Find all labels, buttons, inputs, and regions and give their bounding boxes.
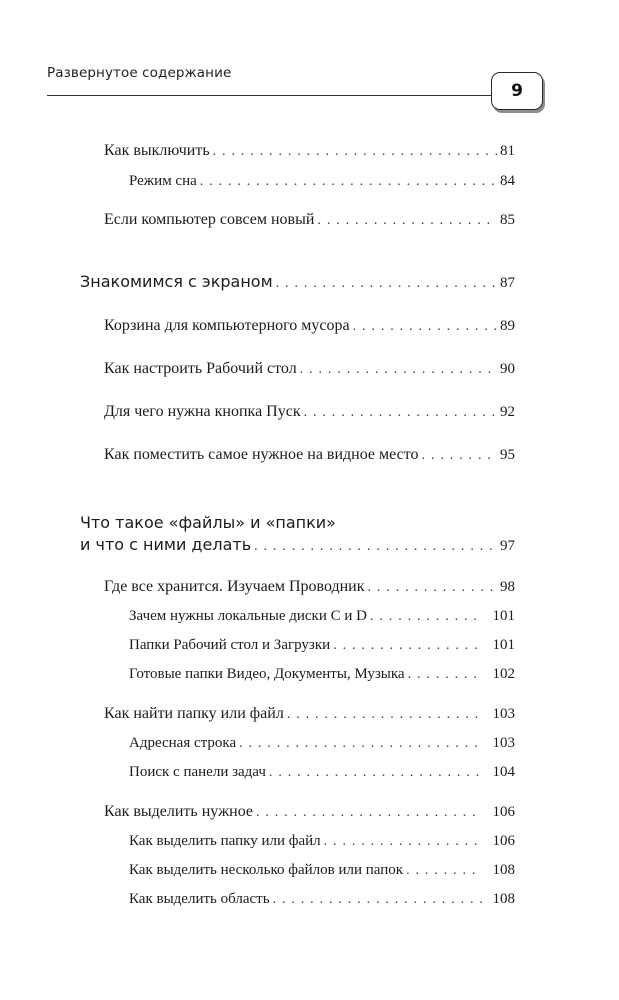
toc-entry-label: Как выделить нужное xyxy=(104,803,253,820)
toc-leader-dots xyxy=(256,802,482,824)
toc-entry-label: Готовые папки Видео, Документы, Музыка xyxy=(129,666,405,682)
toc-entry[interactable] xyxy=(104,140,515,162)
toc-leader-dots xyxy=(213,141,497,163)
toc-leader-dots xyxy=(408,664,482,686)
toc-entry[interactable] xyxy=(129,634,515,656)
toc-leader-dots xyxy=(317,210,497,232)
toc-page-number: 108 xyxy=(492,891,515,907)
toc-section-heading[interactable] xyxy=(80,271,515,293)
toc-entry[interactable] xyxy=(129,732,515,754)
toc-page-number: 101 xyxy=(492,608,515,624)
toc-entry[interactable] xyxy=(104,444,515,466)
toc-entry[interactable] xyxy=(129,170,515,192)
toc-entry[interactable] xyxy=(129,605,515,627)
running-header-title: Развернутое содержание xyxy=(47,65,232,81)
toc-entry-label: Режим сна xyxy=(129,173,197,189)
header-rule xyxy=(47,95,501,96)
toc-entry[interactable] xyxy=(129,761,515,783)
toc-leader-dots xyxy=(370,606,482,628)
toc-page-number: 104 xyxy=(492,764,515,780)
toc-entry[interactable] xyxy=(129,888,515,910)
toc-page-number: 89 xyxy=(500,318,515,334)
toc-entry-label: Если компьютер совсем новый xyxy=(104,211,315,228)
toc-leader-dots xyxy=(368,577,497,599)
toc-page-number: 87 xyxy=(500,275,515,291)
toc-page-number: 81 xyxy=(500,143,515,159)
toc-leader-dots xyxy=(422,445,497,467)
toc-entry-label: Как выключить xyxy=(104,142,210,159)
toc-leader-dots xyxy=(353,316,497,338)
toc-entry-label: Как выделить область xyxy=(129,891,270,907)
toc-leader-dots xyxy=(239,733,482,755)
toc-page-number: 101 xyxy=(492,637,515,653)
toc-leader-dots xyxy=(333,635,482,657)
toc-entry-label: Адресная строка xyxy=(129,735,237,751)
toc-entry-label: Папки Рабочий стол и Загрузки xyxy=(129,637,331,653)
toc-entry-label: Для чего нужна кнопка Пуск xyxy=(104,403,301,420)
toc-entry-label: Как найти папку или файл xyxy=(104,705,284,722)
toc-entry-label: Как поместить самое нужное на видное место xyxy=(104,446,419,463)
toc-leader-dots xyxy=(273,889,482,911)
toc-page-number: 95 xyxy=(500,447,515,463)
toc-page-number: 103 xyxy=(492,706,515,722)
toc-leader-dots xyxy=(276,273,497,295)
toc-page-number: 92 xyxy=(500,404,515,420)
toc-page-number: 84 xyxy=(500,173,515,189)
toc-entry[interactable] xyxy=(104,801,515,823)
toc-page-number: 97 xyxy=(500,538,515,554)
toc-entry[interactable] xyxy=(129,859,515,881)
toc-page-number: 103 xyxy=(492,735,515,751)
toc-entry-label: Где все хранится. Изучаем Проводник xyxy=(104,578,365,595)
toc-entry-label: Поиск с панели задач xyxy=(129,764,266,780)
toc-leader-dots xyxy=(269,762,482,784)
toc-page-number: 108 xyxy=(492,862,515,878)
toc-entry[interactable] xyxy=(129,830,515,852)
toc-leader-dots xyxy=(200,171,497,193)
toc-entry[interactable] xyxy=(104,358,515,380)
toc-leader-dots xyxy=(304,402,497,424)
toc-page-number: 102 xyxy=(492,666,515,682)
toc-section-heading-line1[interactable]: Что такое «файлы» и «папки» xyxy=(80,513,336,532)
toc-leader-dots xyxy=(300,359,497,381)
toc-leader-dots xyxy=(254,536,497,558)
toc-entry-label: и что с ними делать xyxy=(80,535,252,554)
toc-entry[interactable] xyxy=(104,315,515,337)
toc-entry-label: Как настроить Рабочий стол xyxy=(104,360,297,377)
toc-entry-label: Знакомимся с экраном xyxy=(80,272,273,291)
toc-entry[interactable] xyxy=(104,703,515,725)
toc-entry-label: Корзина для компьютерного мусора xyxy=(104,317,350,334)
toc-page-number: 106 xyxy=(492,833,515,849)
toc-page-number: 85 xyxy=(500,212,515,228)
toc-entry-label: Зачем нужны локальные диски C и D xyxy=(129,608,367,624)
toc-page-number: 106 xyxy=(492,804,515,820)
toc-entry[interactable] xyxy=(104,401,515,423)
toc-entry-label: Как выделить папку или файл xyxy=(129,833,321,849)
toc-entry[interactable] xyxy=(104,209,515,231)
toc-page-number: 90 xyxy=(500,361,515,377)
toc-page-number: 98 xyxy=(500,579,515,595)
toc-leader-dots xyxy=(324,831,482,853)
toc-entry[interactable] xyxy=(129,663,515,685)
toc-section-heading[interactable] xyxy=(80,534,515,556)
toc-leader-dots xyxy=(287,704,482,726)
page-number-tab: 9 xyxy=(491,72,543,110)
toc-entry-label: Как выделить несколько файлов или папок xyxy=(129,862,404,878)
toc-entry[interactable] xyxy=(104,576,515,598)
toc-leader-dots xyxy=(406,860,482,882)
